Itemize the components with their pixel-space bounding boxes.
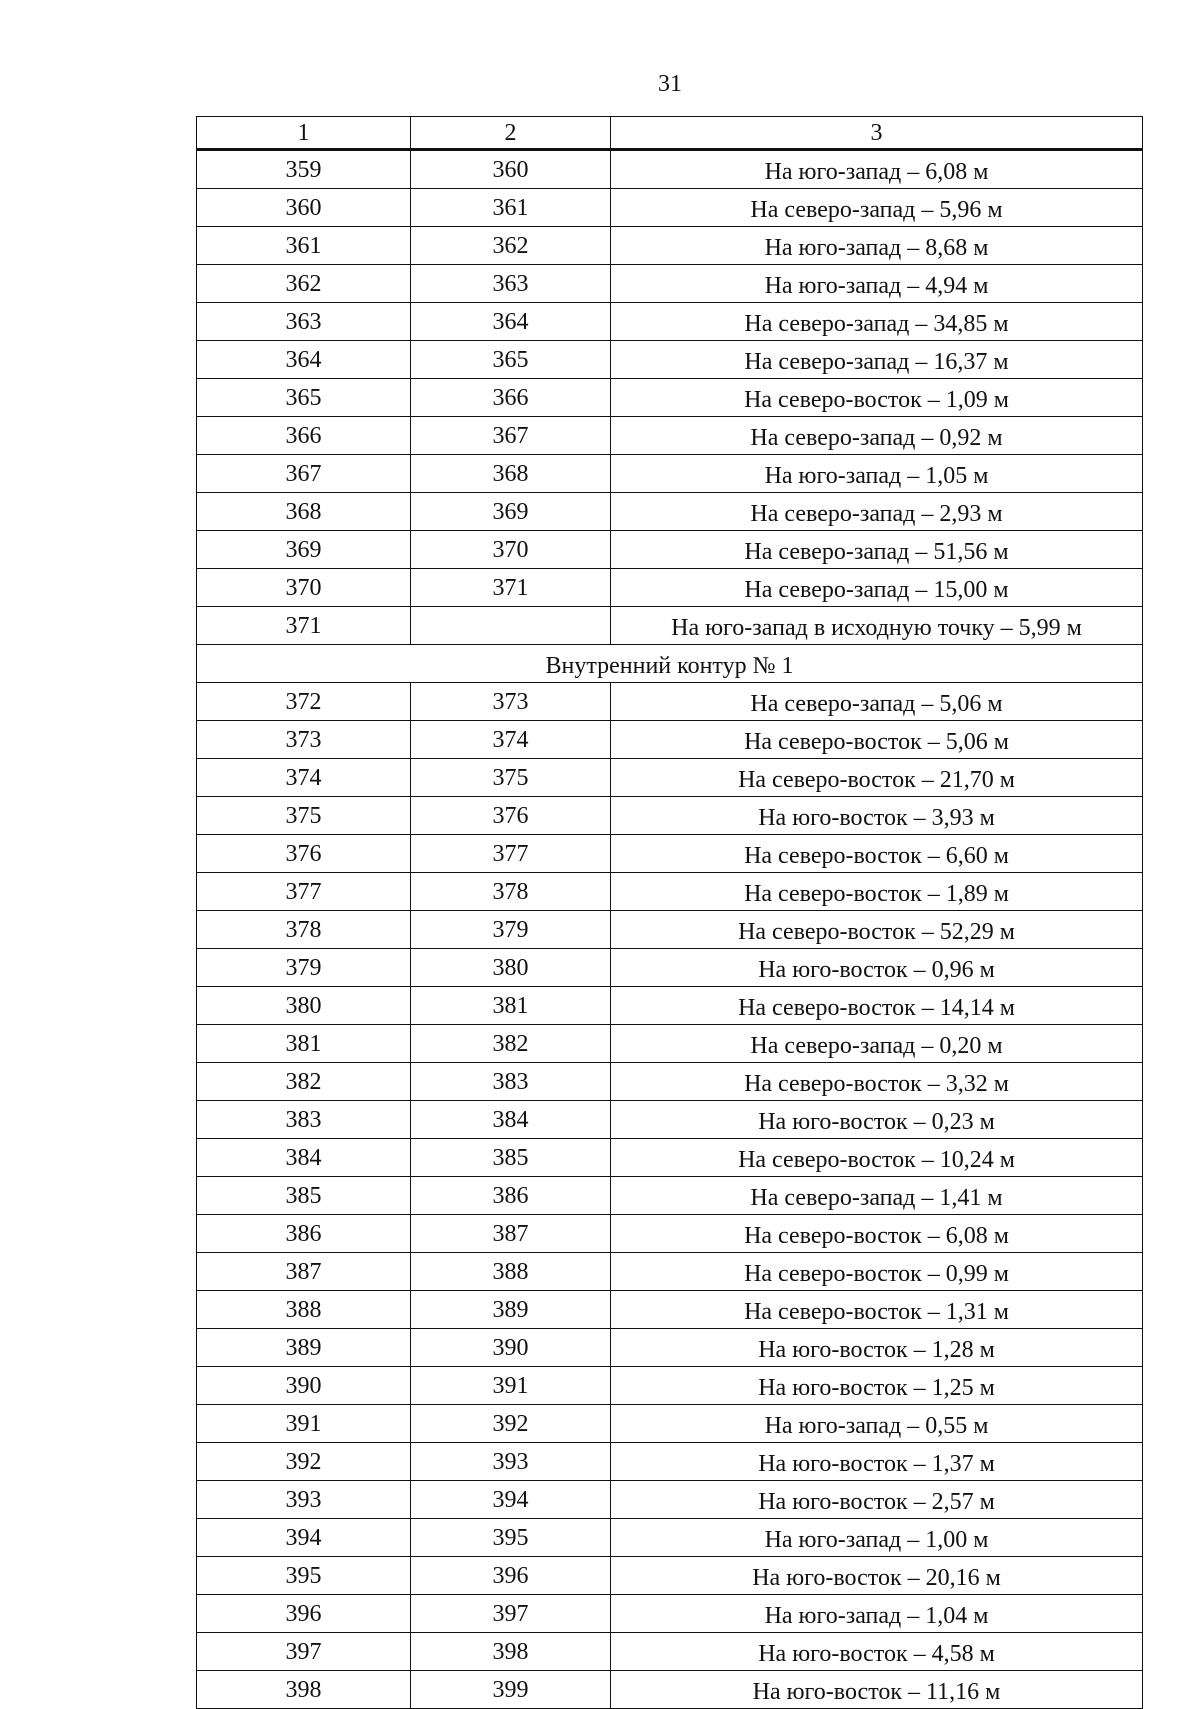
direction-distance-cell: На юго-восток – 11,16 м [611, 1671, 1143, 1709]
point-to-cell: 371 [411, 569, 611, 607]
direction-distance-cell: На северо-восток – 1,09 м [611, 379, 1143, 417]
direction-distance-cell: На северо-запад – 16,37 м [611, 341, 1143, 379]
point-from-cell: 375 [197, 797, 411, 835]
table-row [197, 1595, 1143, 1633]
point-from-cell: 360 [197, 189, 411, 227]
direction-distance-cell: На юго-запад – 6,08 м [611, 150, 1143, 189]
table-row [197, 759, 1143, 797]
direction-distance-cell: На северо-восток – 6,08 м [611, 1215, 1143, 1253]
table-row [197, 1139, 1143, 1177]
table-row [197, 1291, 1143, 1329]
table-row [197, 189, 1143, 227]
point-from-cell: 393 [197, 1481, 411, 1519]
direction-distance-cell: На северо-восток – 52,29 м [611, 911, 1143, 949]
point-from-cell: 389 [197, 1329, 411, 1367]
point-from-cell: 378 [197, 911, 411, 949]
point-from-cell: 388 [197, 1291, 411, 1329]
direction-distance-cell: На юго-запад в исходную точку – 5,99 м [611, 607, 1143, 645]
table-row [197, 493, 1143, 531]
point-from-cell: 396 [197, 1595, 411, 1633]
table-body [197, 150, 1143, 1709]
point-to-cell: 366 [411, 379, 611, 417]
table-row [197, 1367, 1143, 1405]
point-to-cell: 392 [411, 1405, 611, 1443]
direction-distance-cell: На северо-запад – 5,96 м [611, 189, 1143, 227]
table-row [197, 721, 1143, 759]
point-from-cell: 379 [197, 949, 411, 987]
point-to-cell: 379 [411, 911, 611, 949]
point-to-cell: 395 [411, 1519, 611, 1557]
direction-distance-cell: На юго-запад – 1,04 м [611, 1595, 1143, 1633]
point-to-cell: 373 [411, 683, 611, 721]
point-from-cell: 366 [197, 417, 411, 455]
point-to-cell: 368 [411, 455, 611, 493]
point-from-cell: 372 [197, 683, 411, 721]
direction-distance-cell: На северо-восток – 10,24 м [611, 1139, 1143, 1177]
direction-distance-cell: На северо-восток – 6,60 м [611, 835, 1143, 873]
point-to-cell: 360 [411, 150, 611, 189]
point-to-cell: 396 [411, 1557, 611, 1595]
point-to-cell: 362 [411, 227, 611, 265]
point-to-cell: 398 [411, 1633, 611, 1671]
direction-distance-cell: На юго-запад – 0,55 м [611, 1405, 1143, 1443]
table-row [197, 1329, 1143, 1367]
point-to-cell: 385 [411, 1139, 611, 1177]
column-header-2: 2 [411, 117, 611, 150]
table-row [197, 1405, 1143, 1443]
direction-distance-cell: На юго-восток – 0,23 м [611, 1101, 1143, 1139]
point-to-cell: 387 [411, 1215, 611, 1253]
direction-distance-cell: На юго-восток – 1,37 м [611, 1443, 1143, 1481]
table-row [197, 1633, 1143, 1671]
direction-distance-cell: На юго-запад – 1,05 м [611, 455, 1143, 493]
direction-distance-cell: На северо-восток – 1,89 м [611, 873, 1143, 911]
direction-distance-cell: На юго-восток – 0,96 м [611, 949, 1143, 987]
table-row [197, 1481, 1143, 1519]
point-to-cell: 393 [411, 1443, 611, 1481]
boundary-points-table [196, 116, 1143, 1709]
direction-distance-cell: На северо-восток – 5,06 м [611, 721, 1143, 759]
direction-distance-cell: На северо-запад – 0,92 м [611, 417, 1143, 455]
point-from-cell: 380 [197, 987, 411, 1025]
table-row [197, 1443, 1143, 1481]
point-to-cell: 388 [411, 1253, 611, 1291]
table-row [197, 569, 1143, 607]
table-row [197, 303, 1143, 341]
direction-distance-cell: На северо-запад – 1,41 м [611, 1177, 1143, 1215]
table-row [197, 150, 1143, 189]
direction-distance-cell: На юго-запад – 8,68 м [611, 227, 1143, 265]
point-from-cell: 373 [197, 721, 411, 759]
point-to-cell [411, 607, 611, 645]
point-to-cell: 367 [411, 417, 611, 455]
point-from-cell: 374 [197, 759, 411, 797]
column-header-3: 3 [611, 117, 1143, 150]
direction-distance-cell: На северо-запад – 2,93 м [611, 493, 1143, 531]
page-number: 31 [658, 71, 682, 97]
point-to-cell: 384 [411, 1101, 611, 1139]
direction-distance-cell: На юго-восток – 2,57 м [611, 1481, 1143, 1519]
point-to-cell: 386 [411, 1177, 611, 1215]
table-row [197, 417, 1143, 455]
point-to-cell: 382 [411, 1025, 611, 1063]
table-row [197, 607, 1143, 645]
point-from-cell: 382 [197, 1063, 411, 1101]
direction-distance-cell: На северо-восток – 3,32 м [611, 1063, 1143, 1101]
direction-distance-cell: На северо-восток – 14,14 м [611, 987, 1143, 1025]
table-row [197, 683, 1143, 721]
point-from-cell: 381 [197, 1025, 411, 1063]
table-row [197, 1215, 1143, 1253]
table-row [197, 1025, 1143, 1063]
table-row [197, 1253, 1143, 1291]
point-from-cell: 395 [197, 1557, 411, 1595]
point-from-cell: 361 [197, 227, 411, 265]
point-from-cell: 364 [197, 341, 411, 379]
direction-distance-cell: На юго-восток – 20,16 м [611, 1557, 1143, 1595]
point-from-cell: 376 [197, 835, 411, 873]
direction-distance-cell: На северо-восток – 0,99 м [611, 1253, 1143, 1291]
point-from-cell: 368 [197, 493, 411, 531]
point-to-cell: 380 [411, 949, 611, 987]
point-from-cell: 384 [197, 1139, 411, 1177]
table-row [197, 911, 1143, 949]
point-to-cell: 394 [411, 1481, 611, 1519]
direction-distance-cell: На северо-запад – 15,00 м [611, 569, 1143, 607]
table-row [197, 265, 1143, 303]
point-to-cell: 374 [411, 721, 611, 759]
point-from-cell: 394 [197, 1519, 411, 1557]
point-to-cell: 389 [411, 1291, 611, 1329]
direction-distance-cell: На северо-запад – 5,06 м [611, 683, 1143, 721]
point-to-cell: 363 [411, 265, 611, 303]
point-to-cell: 390 [411, 1329, 611, 1367]
direction-distance-cell: На юго-восток – 3,93 м [611, 797, 1143, 835]
point-from-cell: 398 [197, 1671, 411, 1709]
direction-distance-cell: На юго-запад – 1,00 м [611, 1519, 1143, 1557]
table-row [197, 1557, 1143, 1595]
table-row [197, 1063, 1143, 1101]
point-from-cell: 391 [197, 1405, 411, 1443]
point-from-cell: 387 [197, 1253, 411, 1291]
point-from-cell: 377 [197, 873, 411, 911]
point-from-cell: 363 [197, 303, 411, 341]
direction-distance-cell: На северо-запад – 34,85 м [611, 303, 1143, 341]
point-to-cell: 365 [411, 341, 611, 379]
point-from-cell: 365 [197, 379, 411, 417]
direction-distance-cell: На северо-восток – 1,31 м [611, 1291, 1143, 1329]
table-row [197, 797, 1143, 835]
direction-distance-cell: На северо-запад – 0,20 м [611, 1025, 1143, 1063]
direction-distance-cell: На юго-восток – 1,28 м [611, 1329, 1143, 1367]
point-from-cell: 386 [197, 1215, 411, 1253]
point-from-cell: 385 [197, 1177, 411, 1215]
point-to-cell: 381 [411, 987, 611, 1025]
point-from-cell: 370 [197, 569, 411, 607]
table-row [197, 1519, 1143, 1557]
point-to-cell: 399 [411, 1671, 611, 1709]
table-row [197, 873, 1143, 911]
table-row [197, 531, 1143, 569]
point-from-cell: 383 [197, 1101, 411, 1139]
section-row [197, 645, 1143, 683]
direction-distance-cell: На юго-запад – 4,94 м [611, 265, 1143, 303]
table-row [197, 379, 1143, 417]
point-from-cell: 390 [197, 1367, 411, 1405]
column-header-1: 1 [197, 117, 411, 150]
table-row [197, 1101, 1143, 1139]
table-header [197, 117, 1143, 150]
table-row [197, 1177, 1143, 1215]
point-to-cell: 383 [411, 1063, 611, 1101]
direction-distance-cell: На юго-восток – 4,58 м [611, 1633, 1143, 1671]
point-from-cell: 392 [197, 1443, 411, 1481]
point-to-cell: 369 [411, 493, 611, 531]
point-from-cell: 362 [197, 265, 411, 303]
section-title: Внутренний контур № 1 [197, 645, 1143, 683]
direction-distance-cell: На северо-запад – 51,56 м [611, 531, 1143, 569]
point-to-cell: 378 [411, 873, 611, 911]
point-to-cell: 375 [411, 759, 611, 797]
table-row [197, 949, 1143, 987]
table-row [197, 835, 1143, 873]
table-row [197, 341, 1143, 379]
table-row [197, 227, 1143, 265]
point-from-cell: 367 [197, 455, 411, 493]
point-to-cell: 370 [411, 531, 611, 569]
point-to-cell: 397 [411, 1595, 611, 1633]
point-from-cell: 359 [197, 150, 411, 189]
point-from-cell: 369 [197, 531, 411, 569]
direction-distance-cell: На северо-восток – 21,70 м [611, 759, 1143, 797]
table-row [197, 455, 1143, 493]
point-from-cell: 397 [197, 1633, 411, 1671]
header-row [197, 117, 1143, 150]
point-to-cell: 364 [411, 303, 611, 341]
direction-distance-cell: На юго-восток – 1,25 м [611, 1367, 1143, 1405]
point-from-cell: 371 [197, 607, 411, 645]
point-to-cell: 391 [411, 1367, 611, 1405]
point-to-cell: 376 [411, 797, 611, 835]
point-to-cell: 377 [411, 835, 611, 873]
point-to-cell: 361 [411, 189, 611, 227]
table-row [197, 1671, 1143, 1709]
table-row [197, 987, 1143, 1025]
